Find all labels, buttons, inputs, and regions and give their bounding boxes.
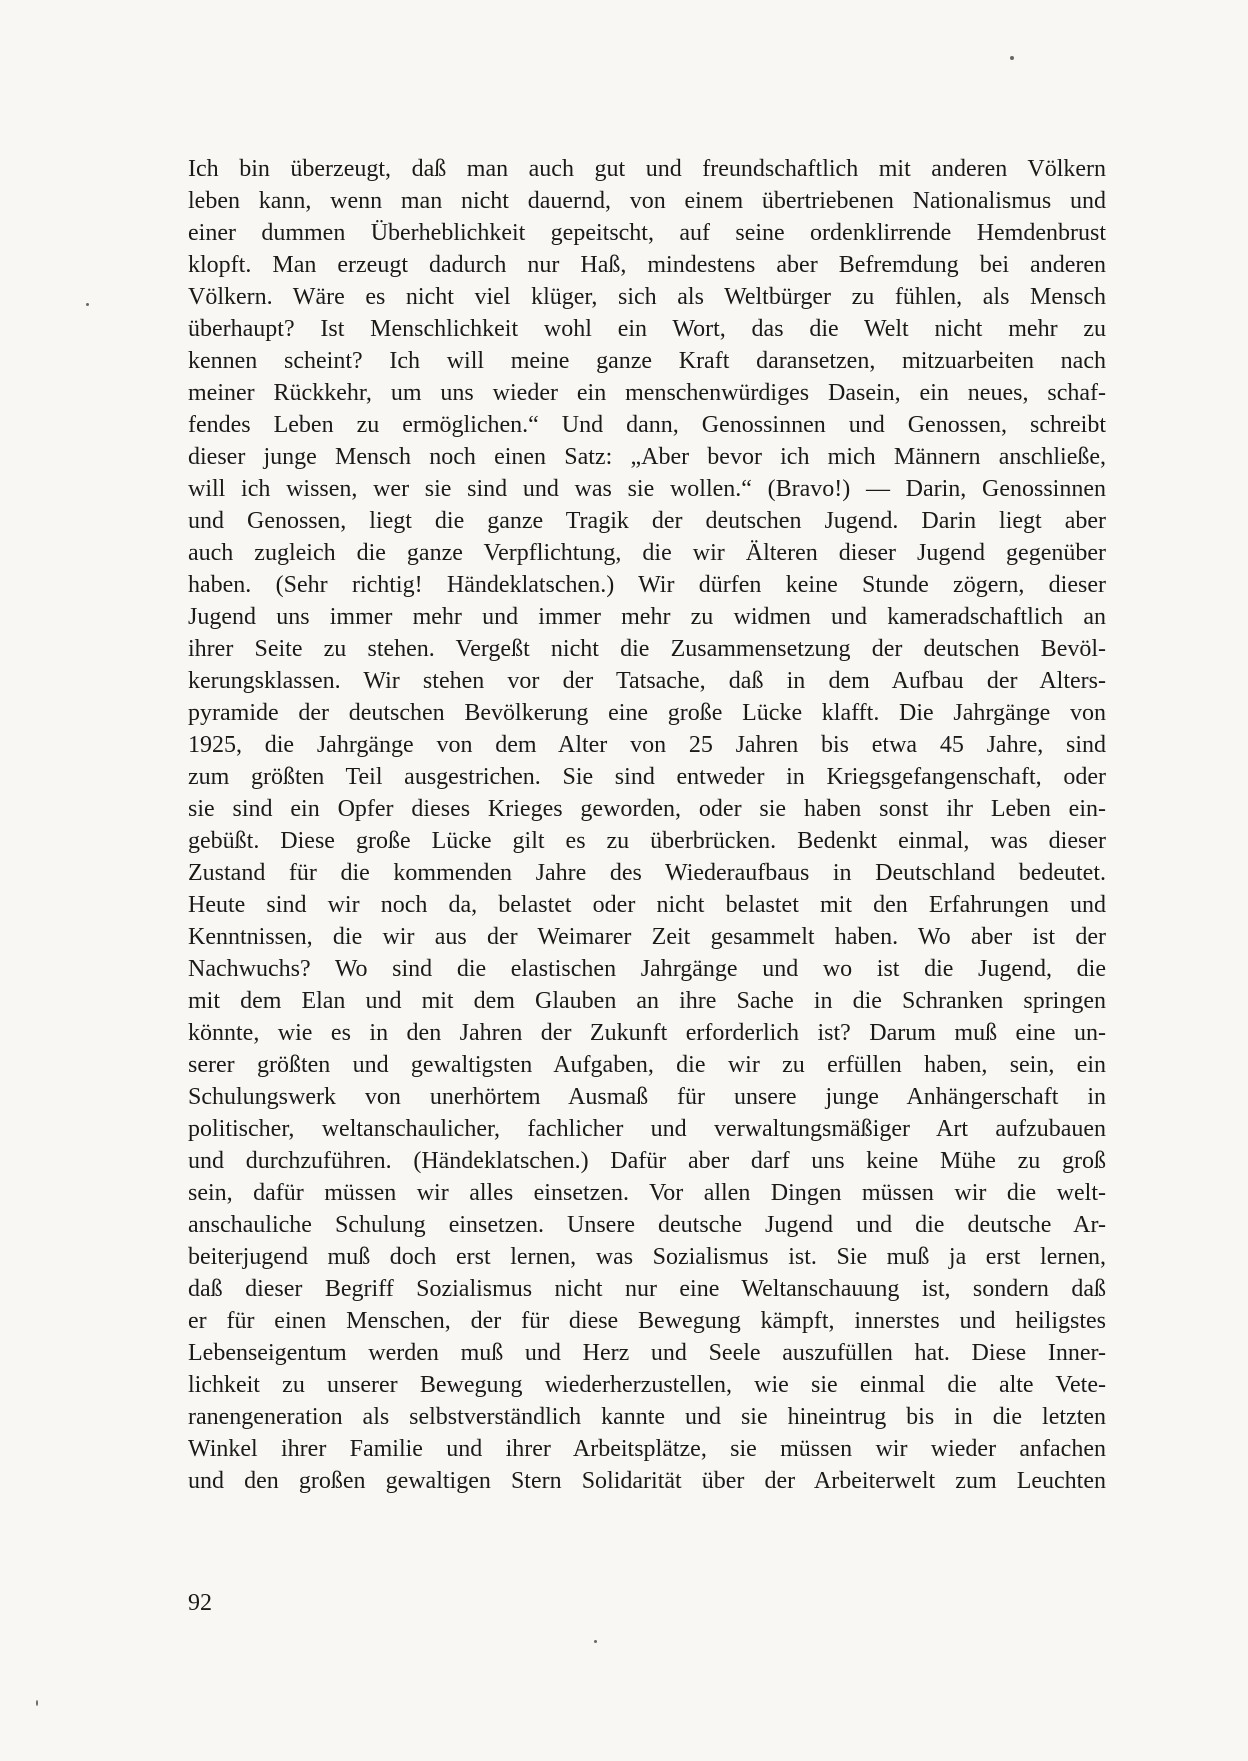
- text-line: könnte, wie es in den Jahren der Zukunft erforderlich ist? Darum muß eine un-: [188, 1020, 1106, 1046]
- text-line: sie sind ein Opfer dieses Krieges geworden, oder sie haben sonst ihr Leben ein-: [188, 796, 1106, 822]
- text-line: Heute sind wir noch da, belastet oder nicht belastet mit den Erfahrungen und: [188, 892, 1106, 918]
- text-line: Lebenseigentum werden muß und Herz und Seele auszufüllen hat. Diese Inner-: [188, 1340, 1106, 1366]
- text-line: dieser junge Mensch noch einen Satz: „Aber bevor ich mich Männern anschließe,: [188, 444, 1106, 470]
- text-line: und Genossen, liegt die ganze Tragik der deutschen Jugend. Darin liegt aber: [188, 508, 1106, 534]
- text-line: er für einen Menschen, der für diese Bewegung kämpft, innerstes und heiligstes: [188, 1308, 1106, 1334]
- text-line: und durchzuführen. (Händeklatschen.) Dafür aber darf uns keine Mühe zu groß: [188, 1148, 1106, 1174]
- text-line: will ich wissen, wer sie sind und was sie wollen.“ (Bravo!) — Darin, Genossinnen: [188, 476, 1106, 502]
- body-text: [188, 153, 1106, 1497]
- text-line: meiner Rückkehr, um uns wieder ein menschenwürdiges Dasein, ein neues, schaf-: [188, 380, 1106, 406]
- text-line: Völkern. Wäre es nicht viel klüger, sich als Weltbürger zu fühlen, als Mensch: [188, 284, 1106, 310]
- text-line: ihrer Seite zu stehen. Vergeßt nicht die Zusammensetzung der deutschen Bevöl-: [188, 636, 1106, 662]
- text-line: Schulungswerk von unerhörtem Ausmaß für unsere junge Anhängerschaft in: [188, 1084, 1106, 1110]
- print-speck: [1010, 56, 1014, 60]
- text-line: gebüßt. Diese große Lücke gilt es zu überbrücken. Bedenkt einmal, was dieser: [188, 828, 1106, 854]
- print-speck: [86, 303, 89, 306]
- text-line: Nachwuchs? Wo sind die elastischen Jahrgänge und wo ist die Jugend, die: [188, 956, 1106, 982]
- text-line: fendes Leben zu ermöglichen.“ Und dann, Genossinnen und Genossen, schreibt: [188, 412, 1106, 438]
- text-line: pyramide der deutschen Bevölkerung eine große Lücke klafft. Die Jahrgänge von: [188, 700, 1106, 726]
- text-line: mit dem Elan und mit dem Glauben an ihre Sache in die Schranken springen: [188, 988, 1106, 1014]
- text-line: überhaupt? Ist Menschlichkeit wohl ein Wort, das die Welt nicht mehr zu: [188, 316, 1106, 342]
- text-line: kennen scheint? Ich will meine ganze Kraft daransetzen, mitzuarbeiten nach: [188, 348, 1106, 374]
- text-line: zum größten Teil ausgestrichen. Sie sind entweder in Kriegsgefangenschaft, oder: [188, 764, 1106, 790]
- text-line: und den großen gewaltigen Stern Solidarität über der Arbeiterwelt zum Leuchten: [188, 1468, 1106, 1494]
- text-line: ranengeneration als selbstverständlich kannte und sie hineintrug bis in die letzten: [188, 1404, 1106, 1430]
- text-line: lichkeit zu unserer Bewegung wiederherzustellen, wie sie einmal die alte Vete-: [188, 1372, 1106, 1398]
- text-line: Kenntnissen, die wir aus der Weimarer Zeit gesammelt haben. Wo aber ist der: [188, 924, 1106, 950]
- text-line: klopft. Man erzeugt dadurch nur Haß, mindestens aber Befremdung bei anderen: [188, 252, 1106, 278]
- text-line: Zustand für die kommenden Jahre des Wiederaufbaus in Deutschland bedeutet.: [188, 860, 1106, 886]
- page-number: 92: [188, 1590, 212, 1616]
- text-line: sein, dafür müssen wir alles einsetzen. Vor allen Dingen müssen wir die welt-: [188, 1180, 1106, 1206]
- text-line: anschauliche Schulung einsetzen. Unsere deutsche Jugend und die deutsche Ar-: [188, 1212, 1106, 1238]
- print-speck: [594, 1640, 597, 1643]
- text-line: kerungsklassen. Wir stehen vor der Tatsache, daß in dem Aufbau der Alters-: [188, 668, 1106, 694]
- text-line: einer dummen Überheblichkeit gepeitscht, auf seine ordenklirrende Hemdenbrust: [188, 220, 1106, 246]
- text-line: Jugend uns immer mehr und immer mehr zu widmen und kameradschaftlich an: [188, 604, 1106, 630]
- text-line: 1925, die Jahrgänge von dem Alter von 25 Jahren bis etwa 45 Jahre, sind: [188, 732, 1106, 758]
- text-line: Winkel ihrer Familie und ihrer Arbeitsplätze, sie müssen wir wieder anfachen: [188, 1436, 1106, 1462]
- text-line: auch zugleich die ganze Verpflichtung, die wir Älteren dieser Jugend gegenüber: [188, 540, 1106, 566]
- text-line: daß dieser Begriff Sozialismus nicht nur eine Weltanschauung ist, sondern daß: [188, 1276, 1106, 1302]
- text-line: leben kann, wenn man nicht dauernd, von einem übertriebenen Nationalismus und: [188, 188, 1106, 214]
- text-line: serer größten und gewaltigsten Aufgaben, die wir zu erfüllen haben, sein, ein: [188, 1052, 1106, 1078]
- print-speck: [36, 1700, 38, 1706]
- text-line: beiterjugend muß doch erst lernen, was Sozialismus ist. Sie muß ja erst lernen,: [188, 1244, 1106, 1270]
- text-line: haben. (Sehr richtig! Händeklatschen.) Wir dürfen keine Stunde zögern, dieser: [188, 572, 1106, 598]
- text-line: Ich bin überzeugt, daß man auch gut und freundschaftlich mit anderen Völkern: [188, 156, 1106, 182]
- text-line: politischer, weltanschaulicher, fachlicher und verwaltungsmäßiger Art aufzubauen: [188, 1116, 1106, 1142]
